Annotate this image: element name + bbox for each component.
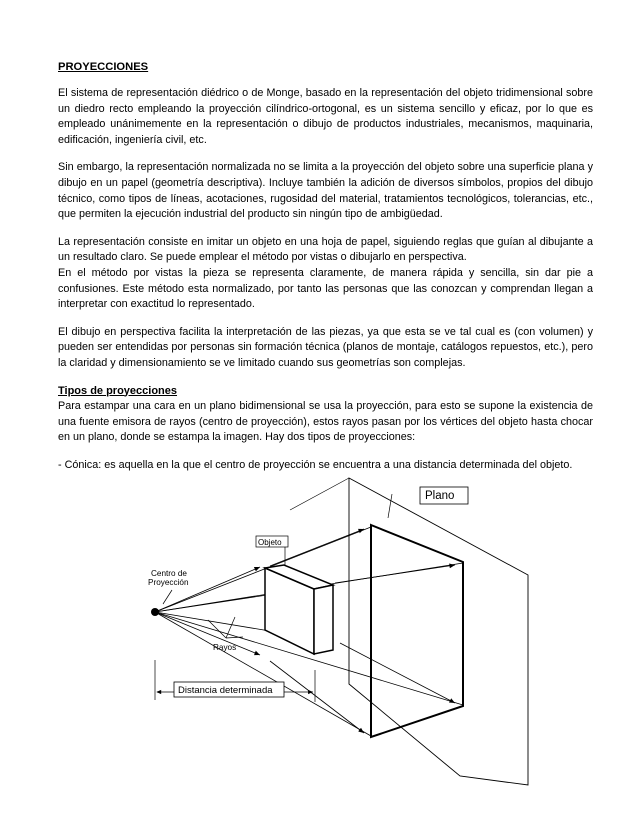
label-centro-line2: Proyección (148, 578, 189, 587)
document-page (58, 60, 593, 485)
label-plano: Plano (425, 490, 455, 502)
projection-plane (349, 478, 528, 785)
document-title: PROYECCIONES (58, 61, 149, 73)
section-heading-tipos: Tipos de proyecciones (58, 384, 178, 397)
paragraph-monge: El sistema de representación diédrico o de Monge, basado en la representación del objeto tridimensional sobre un diedro recto empleando la proyección cilíndrico-ortogonal, es un sistema sencillo y eficaz, por lo que es empleado unánimemente en la representación o dibujo de productos industriales, mecanismos, maquinaria, edificación, ingeniería civil, etc. (58, 87, 593, 146)
label-centro-line1: Centro de (151, 569, 187, 578)
paragraph-metodo-vistas: En el método por vistas la pieza se representa claramente, de manera rápida y sencilla, sin dar pie a confusiones. Este método esta normalizado, por tanto las personas que las conozcan y comprendan llegan a interpretar con exactitud lo representado. (58, 266, 593, 311)
paragraph-normalizada: Sin embargo, la representación normalizada no se limita a la proyección del objeto sobre una superficie plana y dibujo en un papel (geometría descriptiva). Incluye también la adición de diversos símbolos, propios del dibujo técnico, como tipos de líneas, acotaciones, rugosidad del material, tratamientos tecnológicos, tolerancias, etc., que permiten la ejecución industrial del producto sin ningún tipo de ambigüedad. (58, 161, 593, 221)
projection-center-point (151, 608, 159, 616)
paragraph-representacion: La representación consiste en imitar un objeto en una hoja de papel, siguiendo reglas que guían al dibujante a un resultado claro. Se puede emplear el método por vistas o dibujarlo en perspectiva. (58, 235, 593, 264)
projected-image (371, 525, 463, 737)
paragraph-perspectiva: El dibujo en perspectiva facilita la interpretación de las piezas, ya que esta se ve tal cual es (con volumen) y pueden ser entendidas por personas sin formación técnica (planos de montaje, catálogos repuestos, etc.), pero la claridad y dimensionamiento se ve limitado cuando sus geometrías son complejas. (58, 325, 593, 369)
paragraph-proyeccion: Para estampar una cara en un plano bidimensional se usa la proyección, para esto se supone la existencia de una fuente emisora de rayos (centro de proyección), estos rayos pasan por los vértices del objeto hasta chocar en un plano, donde se estampa la imagen. Hay dos tipos de proyecciones: (58, 400, 593, 444)
label-distancia: Distancia determinada (178, 685, 273, 696)
projection-diagram (130, 470, 530, 820)
conic-projection-figure (130, 470, 530, 820)
label-rayos: Rayos (213, 643, 237, 652)
label-objeto: Objeto (258, 538, 282, 547)
paragraph-conica: - Cónica: es aquella en la que el centro de proyección se encuentra a una distancia determinada del objeto. (58, 458, 573, 471)
object-box (265, 565, 333, 654)
